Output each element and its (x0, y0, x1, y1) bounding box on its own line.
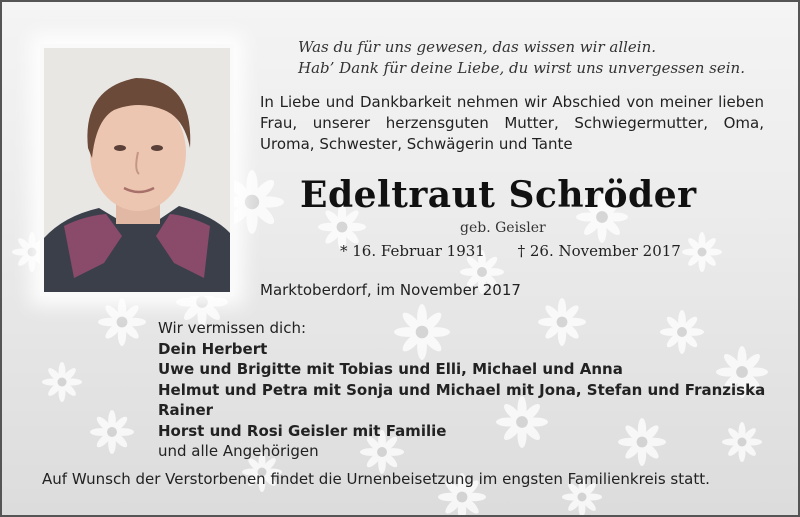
place-and-date: Marktoberdorf, im November 2017 (260, 281, 521, 299)
mourners-list (158, 318, 778, 462)
birth-date: * 16. Februar 1931 (340, 242, 485, 260)
quote-line-1: Was du für uns gewesen, das wissen wir allein. (298, 38, 657, 56)
intro-text: In Liebe und Dankbarkeit nehmen wir Abschied von meiner lieben Frau, unserer herzensguten Mutter, Schwiegermutter, Oma, Uroma, Schwester, Schwägerin und Tante (260, 93, 764, 153)
memorial-quote (298, 37, 778, 79)
maiden-name: geb. Geisler (460, 220, 546, 236)
mourner-line: Helmut und Petra mit Sonja und Michael mit Jona, Stefan und Franziska (158, 380, 766, 399)
mourner-line: Horst und Rosi Geisler mit Familie (158, 421, 447, 440)
mourners-closing: und alle Angehörigen (158, 442, 319, 460)
mourner-line: Uwe und Brigitte mit Tobias und Elli, Michael und Anna (158, 360, 623, 378)
mourners-heading: Wir vermissen dich: (158, 319, 307, 337)
portrait-photo (44, 48, 230, 292)
death-date: † 26. November 2017 (517, 242, 681, 260)
life-dates (340, 242, 720, 260)
deceased-name: Edeltraut Schröder (300, 174, 697, 216)
burial-note: Auf Wunsch der Verstorbenen findet die Urnenbeisetzung im engsten Familienkreis statt. (42, 470, 710, 488)
quote-line-2: Hab’ Dank für deine Liebe, du wirst uns unvergessen sein. (298, 59, 745, 77)
mourner-line: Dein Herbert (158, 339, 268, 358)
portrait-frame (40, 44, 234, 296)
mourner-line: Rainer (158, 401, 214, 419)
